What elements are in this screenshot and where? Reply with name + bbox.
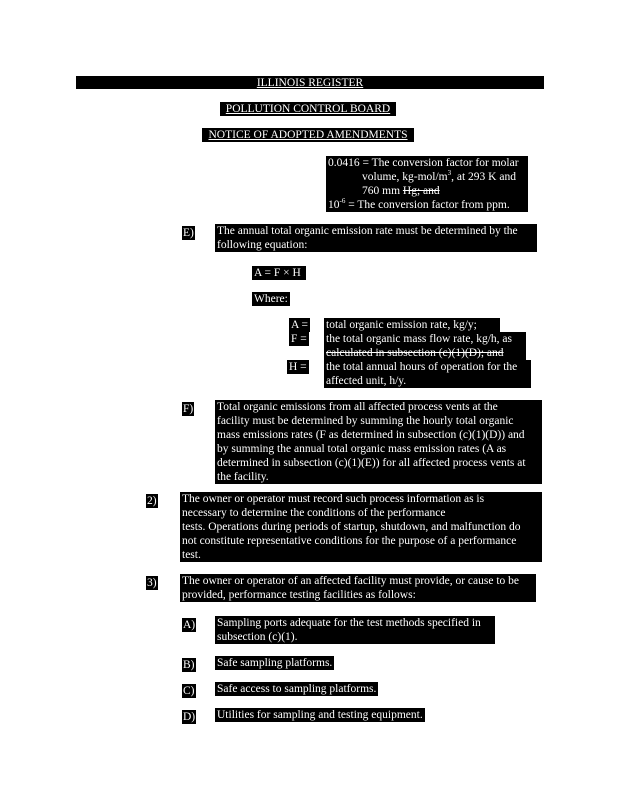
register-title: ILLINOIS REGISTER: [256, 77, 364, 89]
item-e-label: E): [183, 227, 194, 239]
item-f-text: Total organic emissions from all affected process vents at the facility must be determined by summing the hourly total organic mass emissions rates (F as determined in subsection (c)(1)(D)) and by summing the annual total organic mass emission rates (A as determined in subsection (c)(1)(E)) for all affected process vents at the facility.: [215, 400, 542, 484]
def-volume: volume, $kg-mol/m^3$, at 293 K and: [362, 169, 516, 183]
board-title: POLLUTION CONTROL BOARD: [220, 102, 396, 116]
def-h-symbol: H =: [289, 361, 307, 373]
sub-c-label: C): [183, 685, 195, 697]
header-band: [76, 76, 544, 89]
def-f-text: the total organic mass flow rate, kg/h, as calculated in subsection (c)(1)(D); and: [324, 332, 526, 360]
def-h-text: the total annual hours of operation for the affected unit, h/y.: [324, 360, 531, 388]
where-label: Where:: [254, 293, 288, 305]
notice-title: NOTICE OF ADOPTED AMENDMENTS: [202, 128, 414, 142]
def-conversion-molar: 0.0416 = The conversion factor for molar: [328, 157, 519, 169]
equation: A = F × H: [252, 266, 306, 280]
sub-b-label: B): [183, 659, 195, 671]
sub-a-text: Sampling ports adequate for the test methods specified in subsection (c)(1).: [215, 616, 495, 644]
sub-c-text: Safe access to sampling platforms.: [217, 683, 377, 695]
item-e-text: The annual total organic emission rate must be determined by the following equation:: [215, 224, 537, 252]
item-3-text: The owner or operator of an affected facility must provide, or cause to be provided, performance testing facilities as follows:: [180, 574, 536, 602]
sub-d-text: Utilities for sampling and testing equipment.: [217, 709, 423, 721]
def-f-symbol: F =: [291, 333, 307, 345]
defs-top-block: [326, 156, 528, 212]
item-f-label: F): [183, 403, 194, 415]
item-2-text: The owner or operator must record such process information as is necessary to determine the conditions of the performance tests. Operations during periods of startup, shutdown, and malfunction do not constitute representative conditions for the purpose of a performance test.: [180, 492, 542, 562]
def-a-text: total organic emission rate, kg/y;: [324, 318, 500, 332]
def-ppm: $10^{-6}$ = The conversion factor from ppm.: [328, 197, 510, 211]
sub-b-text: Safe sampling platforms.: [217, 657, 333, 669]
def-a-symbol: A =: [291, 319, 309, 331]
item-2-label: 2): [147, 495, 157, 507]
sub-d-label: D): [183, 711, 196, 723]
sub-a-label: A): [183, 619, 196, 631]
item-3-label: 3): [147, 577, 157, 589]
def-mm-hg: 760 mm Hg; and: [362, 185, 440, 197]
